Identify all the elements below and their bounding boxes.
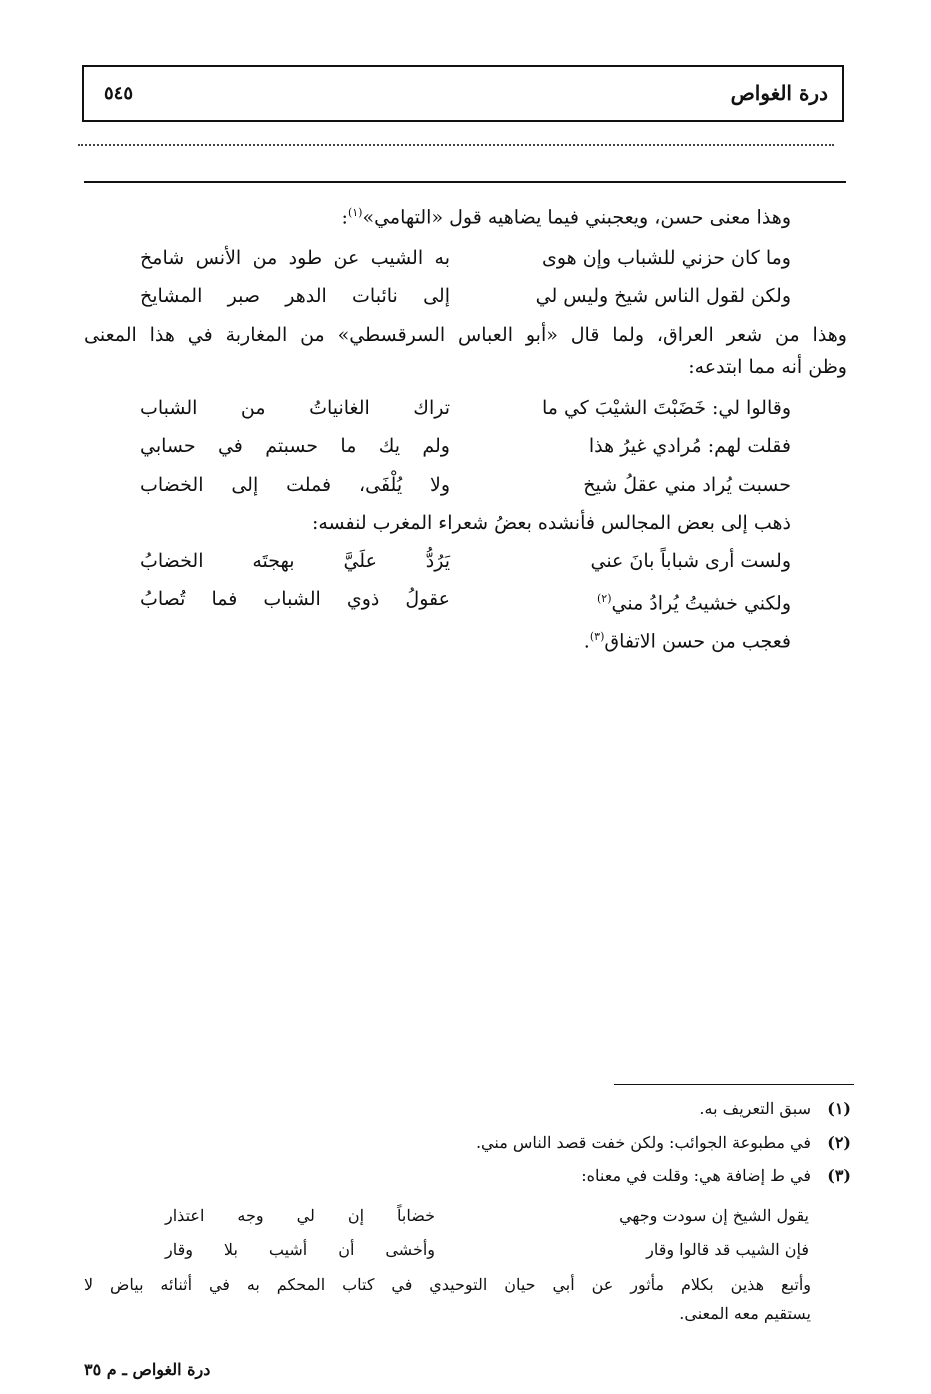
verse-7-left: عقولُ ذوي الشباب فما تُصابُ bbox=[140, 588, 450, 610]
footnote-3-text: في ط إضافة هي: وقلت في معناه: bbox=[581, 1166, 811, 1185]
verse-5-left: ولا يُلْفَى، فملت إلى الخضاب bbox=[140, 474, 450, 496]
footnote-3-end: يستقيم معه المعنى. bbox=[679, 1304, 811, 1323]
body-line-5: وظن أنه مما ابتدعه: bbox=[688, 356, 847, 378]
top-rule bbox=[84, 181, 846, 183]
verse-1-right: وما كان حزني للشباب وإن هوى bbox=[541, 247, 791, 269]
verse-2-left: إلى نائبات الدهر صبر المشايخ bbox=[140, 285, 450, 307]
footnote-1-number: (١) bbox=[827, 1099, 851, 1118]
verse-3-left: تراك الغانياتُ من الشباب bbox=[140, 397, 450, 419]
verse-6-left: يَرُدُّ علَيَّ بهجتَه الخضابُ bbox=[140, 550, 450, 572]
footnote-2-text: في مطبوعة الجوائب: ولكن خفت قصد الناس مني. bbox=[475, 1133, 811, 1152]
verse-7-right: ولكني خشيتُ يُرادُ مني$^{(٢)}$ bbox=[596, 592, 791, 615]
footnote-3-number: (٣) bbox=[827, 1166, 851, 1185]
body-line-12: فعجب من حسن الاتفاق$^{(٣)}$. bbox=[583, 630, 791, 653]
verse-4-left: ولم يك ما حسبتم في حسابي bbox=[140, 435, 450, 457]
footnote-ref-1: (١) bbox=[347, 206, 363, 219]
running-header bbox=[82, 65, 844, 122]
footnote-ref-2: (٢) bbox=[596, 592, 612, 605]
verse-6-right: ولست أرى شباباً بانَ عني bbox=[590, 550, 791, 572]
footnote-3-continuation: وأتبع هذين بكلام مأثور عن أبي حيان التوحيدي في كتاب المحكم به في أثنائه بياض لا bbox=[84, 1275, 811, 1294]
verse-5-right: حسبت يُراد مني عقلُ شيخ bbox=[583, 474, 791, 496]
page-number: ٥٤٥ bbox=[104, 83, 134, 104]
verse-3-right: وقالوا لي: خَضَبْتَ الشيْبَ كي ما bbox=[541, 397, 791, 419]
body-line-9: ذهب إلى بعض المجالس فأنشده بعضُ شعراء المغرب لنفسه: bbox=[311, 512, 791, 534]
footnote-verse-1-right: يقول الشيخ إن سودت وجهي bbox=[619, 1206, 809, 1225]
footnote-rule bbox=[614, 1084, 854, 1085]
footnote-1-text: سبق التعريف به. bbox=[699, 1099, 811, 1118]
header-title: درة الغواص bbox=[730, 81, 828, 105]
verse-1-left: به الشيب عن طود من الأنس شامخ bbox=[140, 247, 450, 269]
footnote-verse-2-left: وأخشى أن أشيب بلا وقار bbox=[165, 1240, 435, 1259]
body-line-1: وهذا معنى حسن، ويعجبني فيما يضاهيه قول «التهامي»$^{(١)}$: bbox=[341, 206, 791, 229]
verse-4-right: فقلت لهم: مُرادي غيرُ هذا bbox=[588, 435, 791, 457]
dotted-divider bbox=[78, 144, 834, 146]
footnote-2-number: (٢) bbox=[827, 1133, 851, 1152]
footer-signature: درة الغواص ـ م ٣٥ bbox=[84, 1360, 211, 1379]
body-line-4: وهذا من شعر العراق، ولما قال «أبو العباس السرقسطي» من المغاربة في هذا المعنى bbox=[84, 324, 847, 346]
footnote-verse-2-right: فإن الشيب قد قالوا وقار bbox=[646, 1240, 809, 1259]
footnote-verse-1-left: خضاباً إن لي وجه اعتذار bbox=[165, 1206, 435, 1225]
footnote-ref-3: (٣) bbox=[589, 630, 605, 643]
verse-2-right: ولكن لقول الناس شيخ وليس لي bbox=[535, 285, 791, 307]
